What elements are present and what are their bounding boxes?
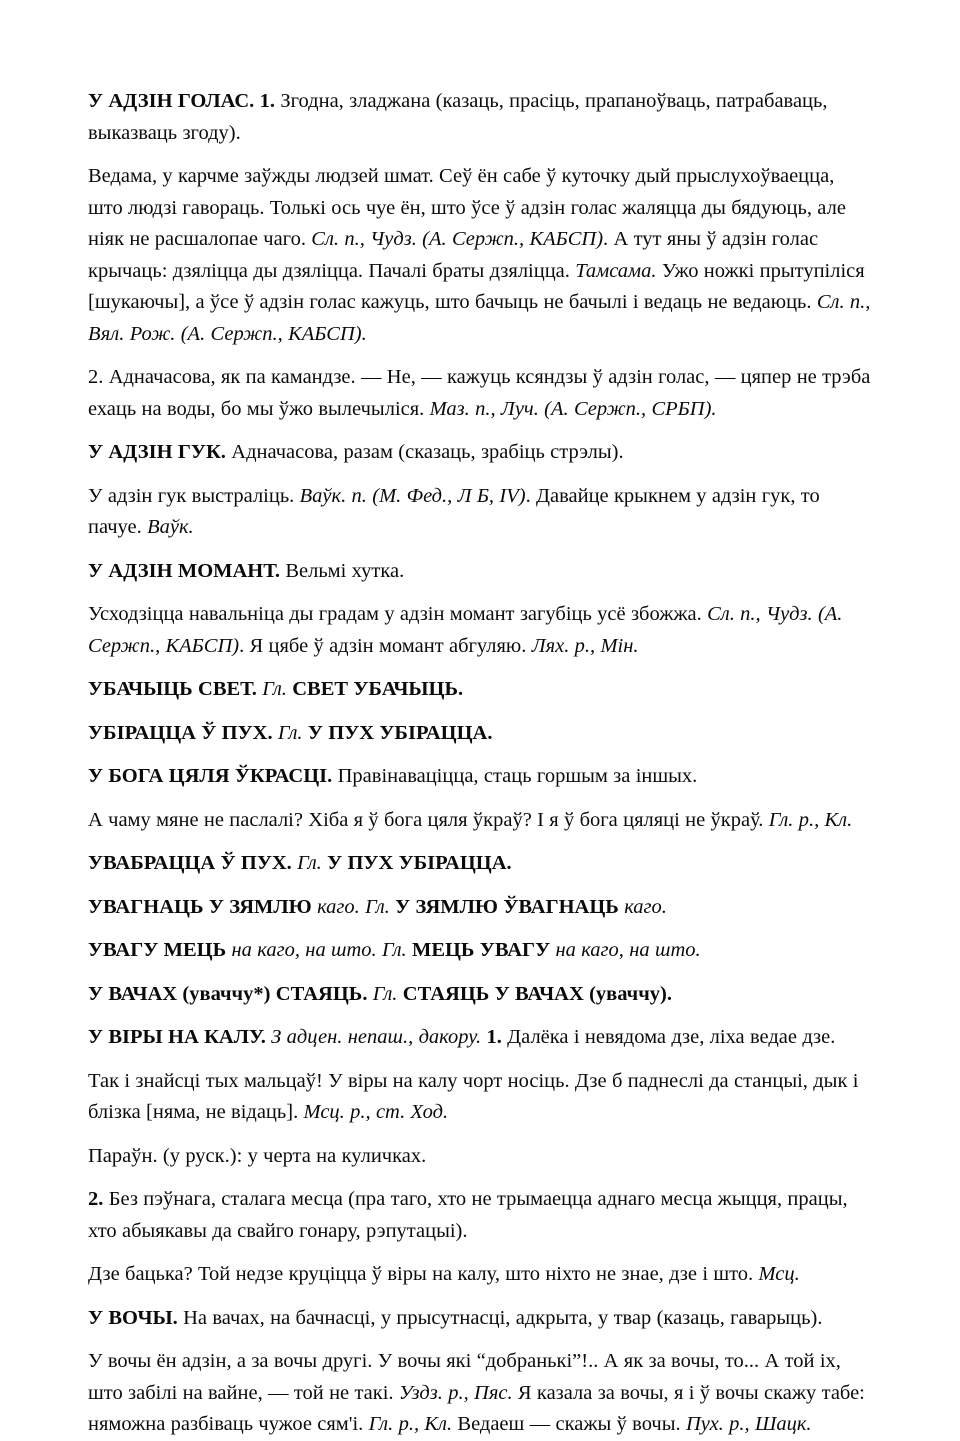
source-reference: Гл. р., Кл. [768, 808, 853, 831]
headword: 2. [88, 1188, 104, 1210]
definition-text: Усходзіцца навальніца ды градам у адзін момант загубіць усё збожжа. [88, 603, 708, 625]
dictionary-paragraph [88, 892, 872, 924]
source-reference: на каго, на што. [555, 939, 701, 961]
dictionary-paragraph [88, 362, 872, 425]
document-body [88, 86, 872, 1441]
definition-text: Далёка і невядома дзе, ліха ведае дзе. [501, 1026, 836, 1048]
dictionary-paragraph [88, 935, 872, 967]
headword: У БОГА ЦЯЛЯ ЎКРАСЦІ. [88, 765, 333, 787]
dictionary-paragraph [88, 761, 872, 793]
headword: УВАГУ МЕЦЬ [88, 939, 232, 961]
headword: У ВОЧЫ. [88, 1306, 178, 1329]
source-reference: Мсц. [758, 1263, 800, 1285]
source-reference: Ваўк. п. (М. Фед., Л Б, IV) [299, 484, 526, 507]
headword: УВАГНАЦЬ У ЗЯМЛЮ [88, 895, 318, 918]
dictionary-paragraph [88, 437, 872, 469]
definition-text: . Давайце крыкнем у адзін гук, то пачуе. [88, 484, 820, 538]
headword: УБАЧЫЦЬ СВЕТ. [88, 678, 263, 700]
source-reference: на каго, на што. Гл. [231, 939, 407, 961]
dictionary-paragraph [88, 805, 872, 837]
definition-text: 1. [486, 1026, 502, 1048]
source-reference: Маз. п., Луч. (А. Сержп., СРБП). [429, 397, 717, 420]
definition-text: У ЗЯМЛЮ ЎВАГНАЦЬ [389, 895, 625, 918]
definition-text: Ведаеш — скажы ў вочы. [452, 1413, 686, 1435]
definition-text: У ПУХ УБІРАЦЦА. [321, 852, 512, 874]
source-reference: Гл. р., Кл. [368, 1413, 453, 1435]
definition-text: Вельмі хутка. [280, 559, 405, 582]
definition-text: У ПУХ УБІРАЦЦА. [302, 721, 493, 744]
headword: У ВАЧАХ (уваччу*) СТАЯЦЬ. [88, 982, 373, 1005]
source-reference: Сл. п., Вял. Рож. (А. Сержп., КАБСП). [88, 291, 871, 345]
dictionary-paragraph [88, 86, 872, 149]
definition-text: Правінаваціцца, стаць горшым за іншых. [332, 765, 698, 787]
definition-text: Так і знайсці тых мальцаў! У віры на калу чорт носіць. Дзе б паднеслі да станцыі, дык і блізка [няма, не відаць]. [88, 1069, 859, 1123]
definition-text: Ведама, у карчме заўжды людзей шмат. Сеў ён сабе ў куточку дый прыслухоўваецца, што людзі гавораць. Толькі ось чуе ён, што ўсе ў адзін голас жаляцца ды бядуюць, але ніяк не расшалопае чаго. [88, 165, 846, 250]
definition-text: У вочы ён адзін, а за вочы другі. У вочы які “добранькі”!.. А як за вочы, то... А той іх, што забілі на вайне, — той не такі. [88, 1350, 841, 1404]
source-reference: Пух. р., Шацк. [685, 1413, 812, 1435]
definition-text: На вачах, на бачнасці, у прысутнасці, адкрыта, у твар (казаць, гаварыць). [177, 1306, 823, 1329]
headword: У АДЗІН ГОЛАС. 1. [88, 90, 276, 112]
definition-text: Згодна, зладжана (казаць, прасіць, прапаноўваць, патрабаваць, выказваць згоду). [88, 90, 828, 144]
dictionary-paragraph [88, 599, 872, 662]
dictionary-paragraph [88, 1066, 872, 1129]
source-reference: Гл. [262, 678, 287, 700]
headword: УВАБРАЦЦА Ў ПУХ. [88, 852, 298, 874]
definition-text: Без пэўнага, сталага месца (пра таго, хто не трымаецца аднаго месца жыцця, працы, хто абыякавы да свайго гонару, рэпутацыі). [88, 1188, 848, 1242]
definition-text: СТАЯЦЬ У ВАЧАХ (уваччу). [397, 982, 672, 1005]
source-reference: Ваўк. [147, 516, 194, 538]
source-reference: каго. [624, 895, 667, 918]
dictionary-paragraph [88, 718, 872, 750]
dictionary-paragraph [88, 1303, 872, 1335]
definition-text: Я казала за вочы, я і ў вочы скажу табе: няможна разбіваць чужое сям'і. [88, 1381, 865, 1435]
definition-text: Параўн. (у руск.): у черта на куличках. [88, 1144, 427, 1167]
source-reference: Тамсама. [575, 259, 657, 282]
source-reference: Сл. п., Чудз. (А. Сержп., КАБСП) [88, 603, 843, 657]
dictionary-paragraph [88, 979, 872, 1011]
definition-text: 2. Адначасова, як па камандзе. — Не, — кажуць ксяндзы ў адзін голас, — цяпер не трэба ехаць на воды, бо мы ўжо вылечыліся. [88, 366, 871, 420]
source-reference: З адцен. непаш., дакору. [271, 1026, 487, 1048]
source-reference: Мсц. р., ст. Ход. [303, 1101, 449, 1123]
headword: У ВІРЫ НА КАЛУ. [88, 1026, 272, 1048]
headword: УБІРАЦЦА Ў ПУХ. [88, 721, 278, 744]
definition-text: . А тут яны ў адзін голас крычаць: дзяліцца ды дзяліцца. Пачалі браты дзяліцца. [88, 228, 819, 282]
definition-text: СВЕТ УБАЧЫЦЬ. [286, 678, 464, 700]
dictionary-paragraph [88, 1141, 872, 1173]
source-reference: Гл. [297, 852, 322, 874]
definition-text: А чаму мяне не паслалі? Хіба я ў бога цяля ўкраў? І я ў бога цяляці не ўкраў. [88, 808, 769, 831]
source-reference: Гл. [277, 721, 303, 744]
dictionary-paragraph [88, 1346, 872, 1441]
definition-text: МЕЦЬ УВАГУ [406, 939, 556, 961]
dictionary-paragraph [88, 1259, 872, 1291]
definition-text: Дзе бацька? Той недзе круціцца ў віры на калу, што ніхто не знае, дзе і што. [88, 1263, 759, 1285]
dictionary-paragraph [88, 161, 872, 350]
source-reference: Уздз. р., Пяс. [398, 1381, 513, 1404]
definition-text: Адначасова, разам (сказаць, зрабіць стрэлы). [225, 441, 624, 463]
dictionary-paragraph [88, 556, 872, 588]
dictionary-paragraph [88, 481, 872, 544]
definition-text: У адзін гук выстраліць. [88, 484, 300, 507]
source-reference: Гл. [372, 982, 398, 1005]
source-reference: Лях. р., Мін. [531, 634, 639, 657]
dictionary-paragraph [88, 1022, 872, 1054]
definition-text: . Я цябе ў адзін момант абгуляю. [239, 634, 532, 657]
dictionary-paragraph [88, 1184, 872, 1247]
source-reference: Сл. п., Чудз. (А. Сержп., КАБСП) [311, 228, 604, 250]
definition-text: Ужо ножкі прытупіліся [шукаючы], а ўсе ў адзін голас кажуць, што бачыць не бачылі і ведаць не ведаюць. [88, 259, 865, 313]
headword: У АДЗІН ГУК. [88, 441, 226, 463]
source-reference: каго. Гл. [317, 895, 390, 918]
headword: У АДЗІН МОМАНТ. [88, 559, 280, 582]
dictionary-paragraph [88, 848, 872, 880]
dictionary-paragraph [88, 674, 872, 706]
